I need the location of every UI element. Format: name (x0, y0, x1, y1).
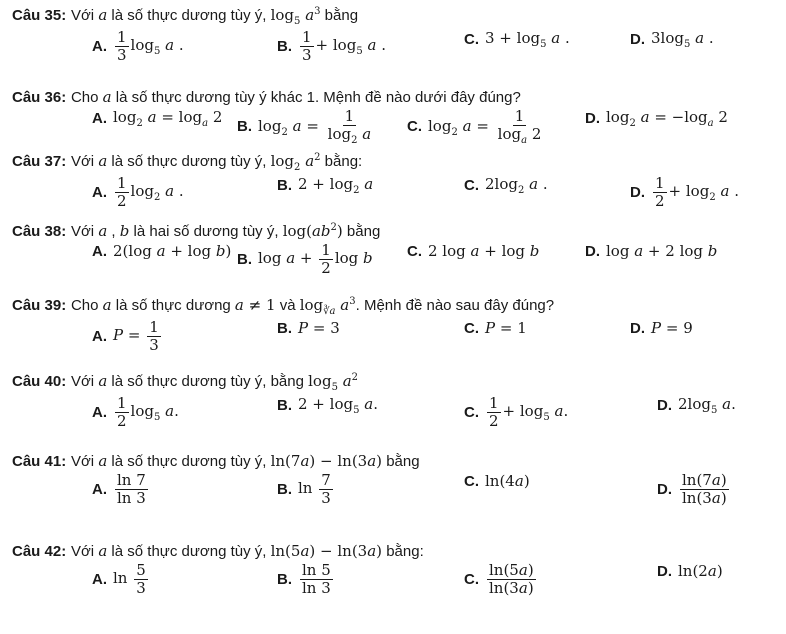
options (12, 242, 782, 278)
option-c[interactable]: C. 2 log a + log b (407, 242, 540, 260)
option-b[interactable]: B. log a + $\frac{1}{2}$ log b (237, 241, 373, 277)
option-d[interactable]: D. P = 9 (630, 319, 693, 337)
question-label: Câu 39: (12, 297, 67, 314)
question-stem: Câu 39: Cho a là số thực dương a ≠ 1 và $\log_{∛a} a^3$. Mệnh đề nào sau đây đúng? (12, 296, 555, 317)
option-d[interactable]: D. $\frac{1}{2}$ + $\log_2 a$ . (630, 174, 739, 210)
option-b[interactable]: B. $\log_2 a$ = $\frac{1}{\log_2 a}$ (237, 107, 372, 146)
option-a[interactable]: A. $\log_2 a = \log_a 2$ (92, 108, 223, 129)
question-40 (12, 372, 782, 431)
option-a[interactable]: A. $\frac{1}{3}$ $\log_5 a$ . (92, 28, 184, 64)
options (12, 472, 782, 508)
question-label: Câu 41: (12, 453, 67, 470)
option-a[interactable]: A. 2(log a + log b) (92, 242, 232, 260)
question-42 (12, 542, 782, 598)
option-a[interactable]: A. ln $\frac{5}{3}$ (92, 561, 146, 597)
options (12, 29, 782, 65)
option-c[interactable]: C. $\frac{1}{2}$ + $\log_5 a$. (464, 394, 569, 430)
option-b[interactable]: B. $\frac{1}{3}$ + $\log_5 a$ . (277, 28, 386, 64)
options (12, 395, 782, 431)
options (12, 562, 782, 598)
question-stem: Câu 41: Với a là số thực dương tùy ý, ln(7a) − ln(3a) bằng (12, 452, 420, 470)
option-c[interactable]: C. $3 + \log_5 a$ . (464, 29, 570, 50)
option-c[interactable]: C. $\frac{\ln(5a)}{\ln(3a)}$ (464, 561, 534, 597)
option-a[interactable]: A. $\frac{\ln 7}{\ln 3}$ (92, 471, 146, 507)
option-d[interactable]: D. log a + 2 log b (585, 242, 718, 260)
option-b[interactable]: B. ln $\frac{7}{3}$ (277, 471, 331, 507)
options (12, 319, 782, 355)
question-38 (12, 222, 782, 278)
question-stem: Câu 40: Với a là số thực dương tùy ý, bằng $\log_5 a^2$ (12, 372, 359, 393)
option-a[interactable]: A. $\frac{1}{2}$ $\log_2 a$ . (92, 174, 184, 210)
question-stem: Câu 42: Với a là số thực dương tùy ý, ln(5a) − ln(3a) bằng: (12, 542, 424, 560)
option-c[interactable]: C. P = 1 (464, 319, 527, 337)
question-41 (12, 452, 782, 508)
options (12, 108, 782, 144)
option-d[interactable]: D. $\log_2 a = -\log_a$ 2 (585, 108, 728, 129)
question-stem: Câu 38: Với a , b là hai số dương tùy ý, $\log(ab^2)$ bằng (12, 222, 381, 240)
question-label: Câu 37: (12, 153, 67, 170)
options (12, 175, 782, 211)
question-35 (12, 6, 782, 65)
question-label: Câu 40: (12, 373, 67, 390)
option-b[interactable]: B. $2 + \log_5 a$. (277, 395, 378, 416)
option-d[interactable]: D. $\frac{\ln(7a)}{\ln(3a)}$ (657, 471, 727, 507)
option-c[interactable]: C. $\log_2 a$ = $\frac{1}{\log_a 2}$ (407, 107, 542, 146)
question-stem: Câu 35: Với a là số thực dương tùy ý, $\log_5 a^3$ bằng (12, 6, 359, 27)
option-a[interactable]: A. P = $\frac{1}{3}$ (92, 318, 159, 354)
question-37 (12, 152, 782, 211)
option-b[interactable]: B. P = 3 (277, 319, 340, 337)
question-label: Câu 38: (12, 223, 67, 240)
option-c[interactable]: C. $2\log_2$ a . (464, 175, 548, 196)
question-label: Câu 36: (12, 89, 67, 106)
question-stem: Câu 36: Cho a là số thực dương tùy ý khác 1. Mệnh đề nào dưới đây đúng? (12, 88, 521, 106)
question-label: Câu 35: (12, 7, 67, 24)
option-b[interactable]: B. $2 + \log_2 a$ (277, 175, 374, 196)
option-d[interactable]: D. $2\log_5$ a. (657, 395, 736, 416)
question-39 (12, 296, 782, 355)
option-d[interactable]: D. $3\log_5$ a . (630, 29, 714, 50)
option-c[interactable]: C. ln(4a) (464, 472, 530, 490)
question-stem: Câu 37: Với a là số thực dương tùy ý, $\log_2 a^2$ bằng: (12, 152, 363, 173)
question-36 (12, 88, 782, 144)
option-b[interactable]: B. $\frac{\ln 5}{\ln 3}$ (277, 561, 331, 597)
option-a[interactable]: A. $\frac{1}{2}$ $\log_5 a$. (92, 394, 179, 430)
option-d[interactable]: D. ln(2a) (657, 562, 723, 580)
question-label: Câu 42: (12, 543, 67, 560)
